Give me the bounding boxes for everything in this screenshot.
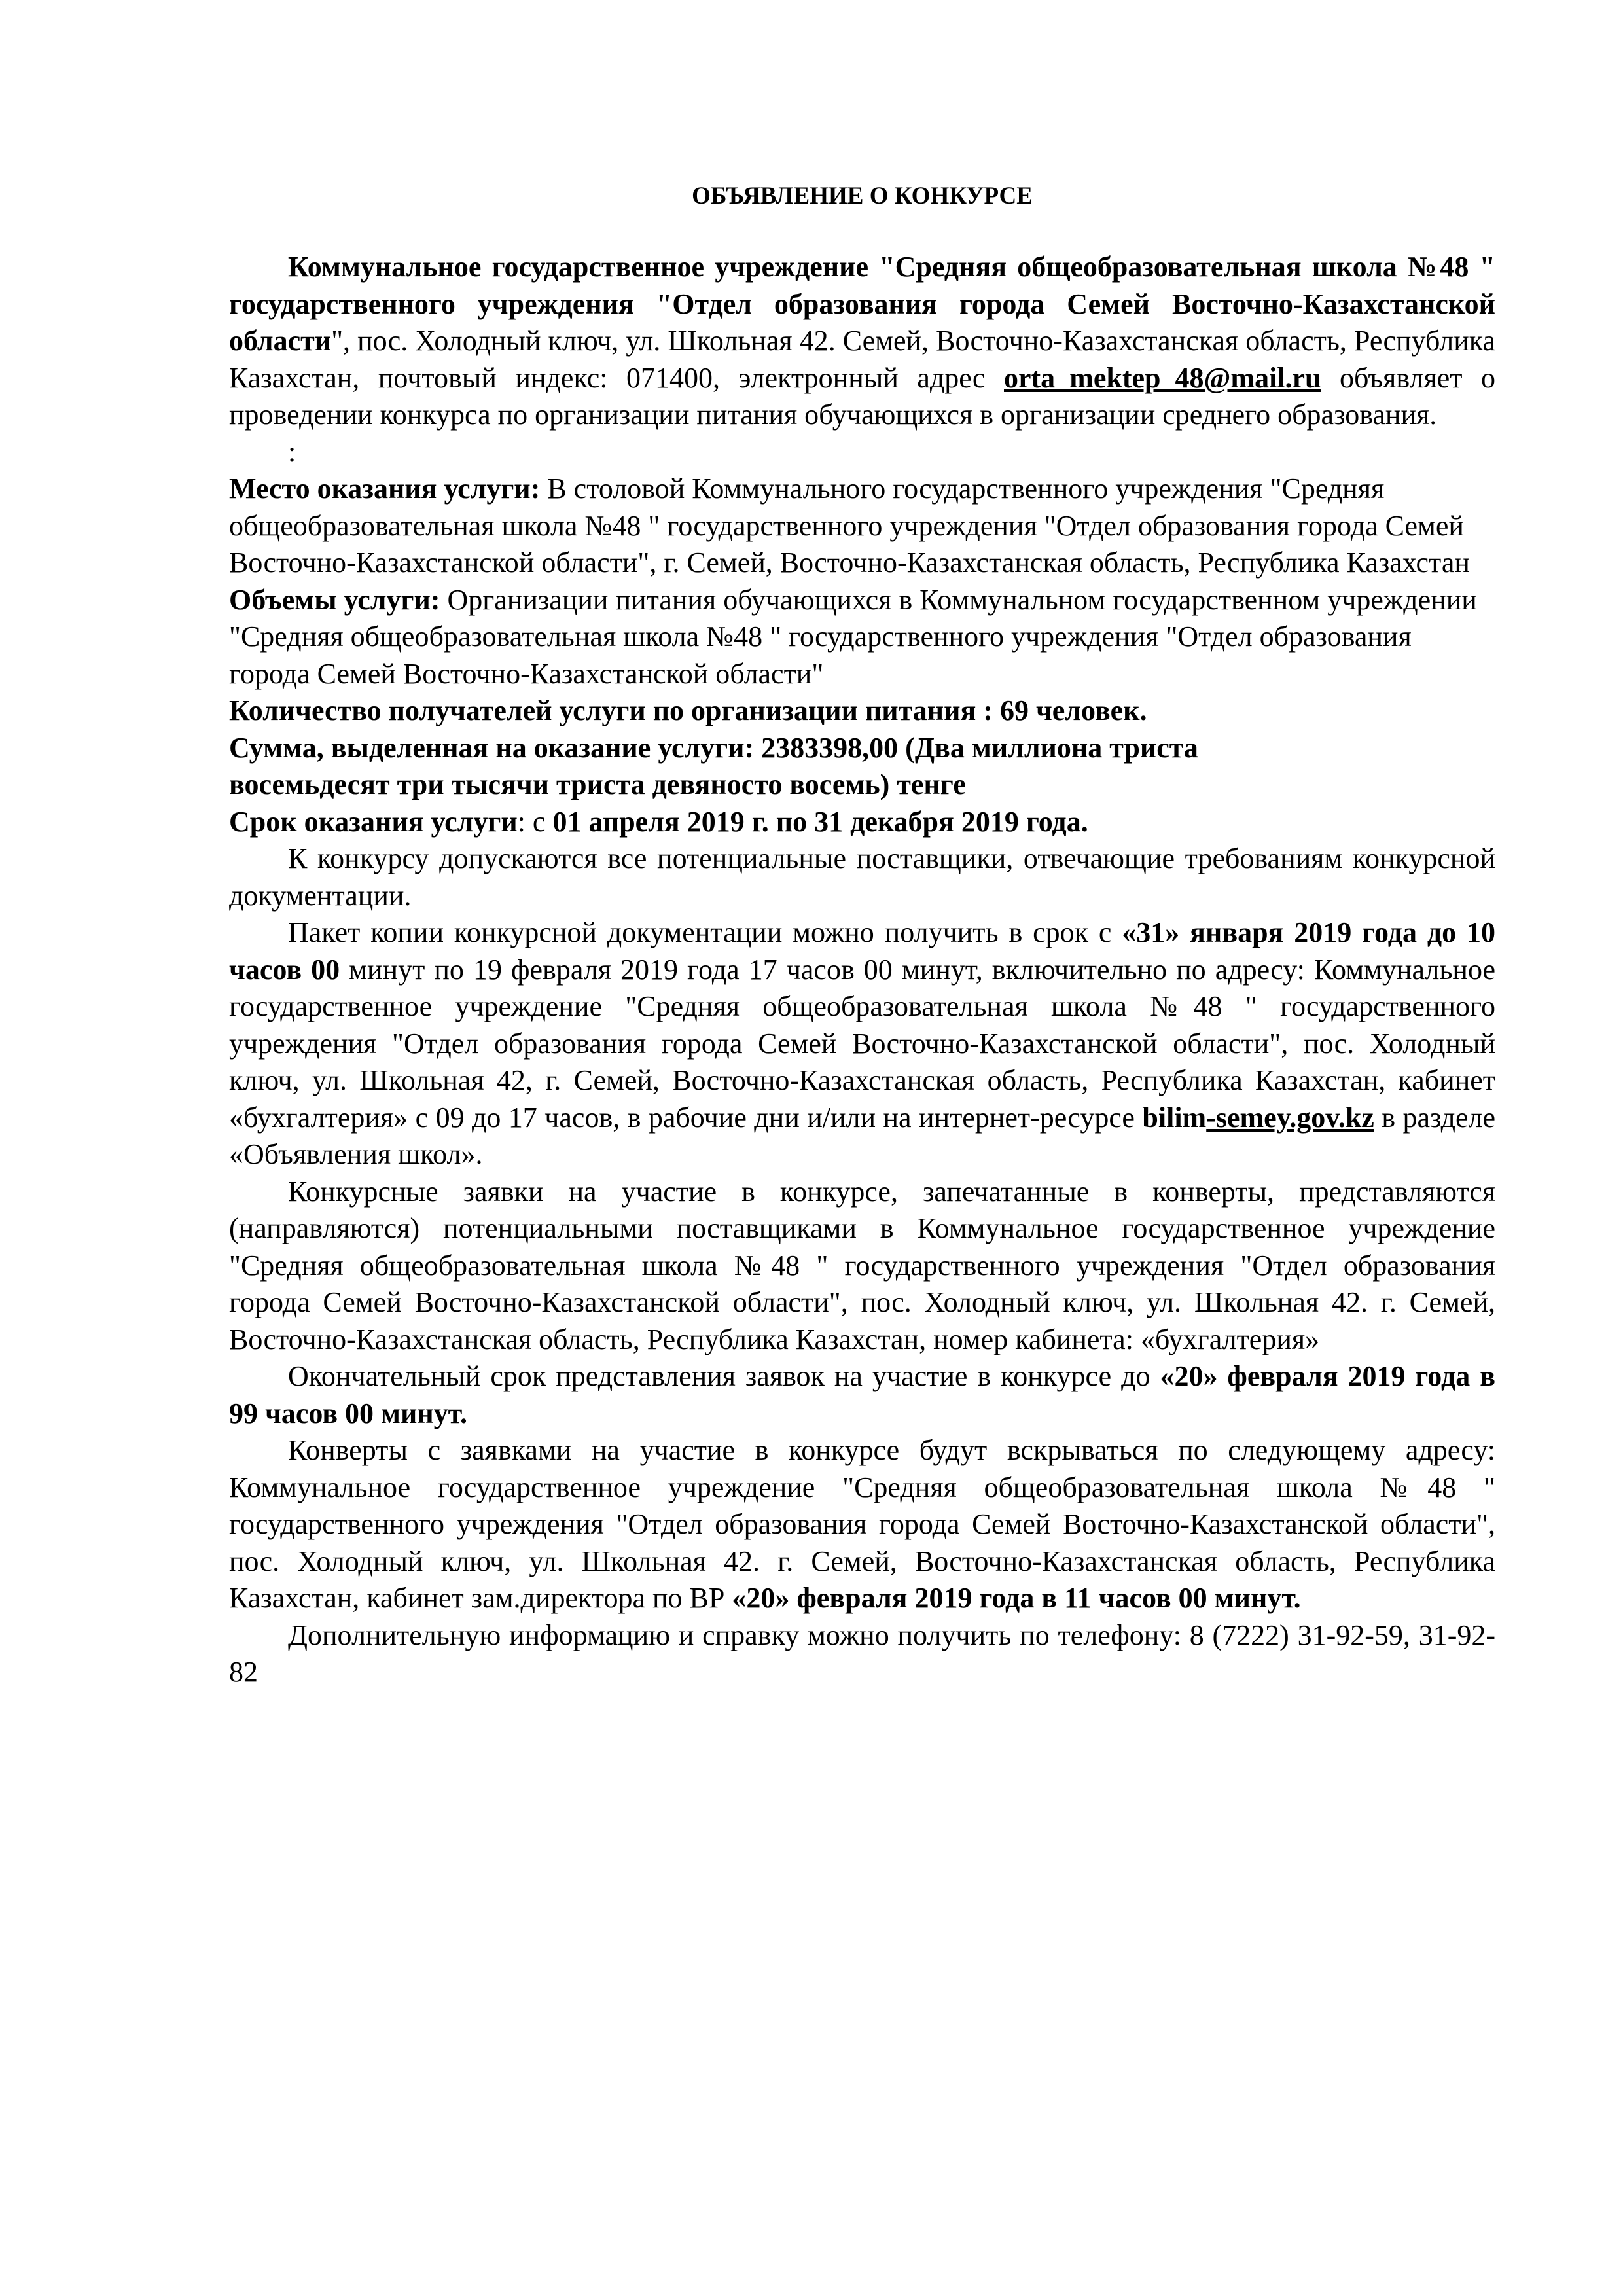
service-place-text: В столовой Коммунального государственного учреждения "Средняя общеобразовательная школа №48 " государственного учреждения "Отдел образования города Семей Восточно-Казахстанской области", г. Семей, Восточно-Казахстанская область, Республика Казахстан: [229, 473, 1470, 579]
recipients-count: Количество получателей услуги по организации питания : 69 человек.: [229, 694, 1147, 726]
website-link[interactable]: [1142, 1102, 1374, 1134]
intro-paragraph: [229, 249, 1495, 434]
documentation-details: минут по 19 февраля 2019 года 17 часов 00 минут, включительно по адресу: Коммунальное государственное учреждение "Средняя общеобразовательная школа №48 " государственного учреждения "Отдел образования города Семей Восточно-Казахстанской области", пос. Холодный ключ, ул. Школьная 42, г. Семей, Восточно-Казахстанская область, Республика Казахстан, кабинет «бухгалтерия» с 09 до 17 часов, в рабочие дни и/или на интернет-ресурсе: [229, 953, 1496, 1134]
documentation-paragraph: [229, 914, 1495, 1174]
intro-purpose: объявляет о проведении конкурса по организации питания обучающихся в организации среднего образования.: [229, 361, 1495, 431]
contact-paragraph: Дополнительную информацию и справку можно получить по телефону: 8 (7222) 31-92-59, 31-92-82: [229, 1619, 1495, 1688]
opening-text: Конверты с заявками на участие в конкурсе будут вскрываться по следующему адресу: Коммунальное государственное учреждение "Средняя общеобразовательная школа №48 " государственного учреждения "Отдел образования города Семей Восточно-Казахстанской области", пос. Холодный ключ, ул. Школьная 42. г. Семей, Восточно-Казахстанская область, Республика Казахстан, кабинет зам.директора по ВР: [229, 1434, 1495, 1614]
deadline-date: «20» февраля 2019 года в 99 часов 00 минут.: [229, 1360, 1496, 1429]
documentation-intro: Пакет копии конкурсной документации можно получить в срок с: [288, 916, 1122, 948]
service-volume-label: Объемы услуги:: [229, 583, 440, 616]
allocated-amount: Сумма, выделенная на оказание услуги: 2383398,00 (Два миллиона триста восемьдесят три тысячи триста девяносто восемь) тенге: [229, 731, 1198, 800]
colon-mark: :: [288, 435, 296, 468]
service-term-paragraph: [229, 804, 1495, 841]
service-volume-text: Организации питания обучающихся в Коммунальном государственном учреждении "Средняя общеобразовательная школа №48 " государственного учреждения "Отдел образования города Семей Восточно-Казахстанской области": [229, 583, 1477, 690]
deadline-paragraph: [229, 1358, 1495, 1432]
intro-address: ", пос. Холодный ключ, ул. Школьная 42. Семей, Восточно-Казахстанская область, Республика Казахстан, почтовый индекс: 071400, электронный адрес: [229, 325, 1495, 394]
service-term-period: 01 апреля 2019 г. по 31 декабря 2019 года.: [552, 805, 1088, 838]
opening-paragraph: [229, 1432, 1495, 1617]
admission-paragraph: К конкурсу допускаются все потенциальные поставщики, отвечающие требованиям конкурсной документации.: [229, 842, 1495, 912]
documentation-section: в разделе «Объявления школ».: [229, 1101, 1496, 1170]
email-link[interactable]: orta_mektep_48@mail.ru: [1004, 361, 1321, 394]
service-term-from: : с: [517, 805, 553, 838]
organization-name: Коммунальное государственное учреждение "Средняя общеобразовательная школа №48 " государственного учреждения "Отдел образования города Семей Восточно-Казахстанской области: [229, 251, 1495, 357]
deadline-text: Окончательный срок представления заявок на участие в конкурсе до: [288, 1360, 1160, 1392]
applications-paragraph: Конкурсные заявки на участие в конкурсе, запечатанные в конверты, представляются (направляются) потенциальными поставщиками в Коммунальное государственное учреждение "Средняя общеобразовательная школа №48 " государственного учреждения "Отдел образования города Семей Восточно-Казахстанской области", пос. Холодный ключ, ул. Школьная 42. г. Семей, Восточно-Казахстанская область, Республика Казахстан, номер кабинета: «бухгалтерия»: [229, 1175, 1495, 1355]
website-link-part2: -semey.gov.kz: [1206, 1101, 1374, 1134]
announcement-body: [229, 177, 1495, 1691]
service-volume-paragraph: [229, 582, 1495, 693]
opening-date: «20» февраля 2019 года в 11 часов 00 минут.: [732, 1582, 1301, 1614]
website-link-part1: bilim: [1142, 1101, 1207, 1134]
service-place-label: Место оказания услуги:: [229, 473, 541, 505]
page-title: ОБЪЯВЛЕНИЕ О КОНКУРСЕ: [692, 183, 1033, 209]
service-place-paragraph: [229, 471, 1495, 582]
service-term-label: Срок оказания услуги: [229, 805, 518, 838]
documentation-start-date: «31» января 2019 года до 10 часов 00: [229, 916, 1495, 986]
